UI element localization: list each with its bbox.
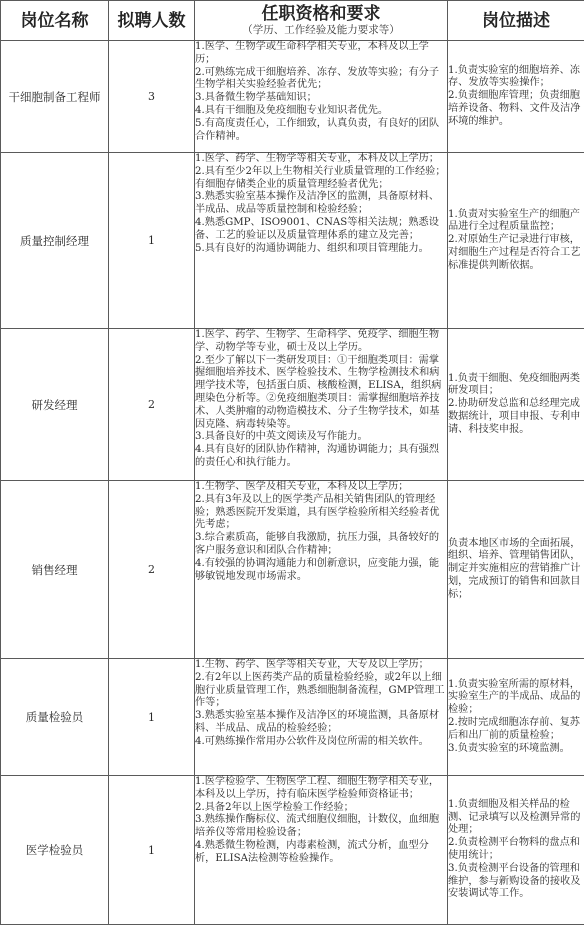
- headcount-cell: 2: [109, 481, 195, 659]
- requirement-item: 1.生物、药学、医学等相关专业，大专及以上学历；: [195, 659, 447, 672]
- requirement-item: 5.有高度责任心，工作细致，认真负责，有良好的团队合作精神。: [195, 118, 447, 144]
- requirement-item: 3.具备微生物学基础知识；: [195, 92, 447, 105]
- requirement-item: 4.具有干细胞及免疫细胞专业知识者优先。: [195, 105, 447, 118]
- requirements-cell: [195, 329, 448, 481]
- description-item: 1.负责干细胞、免疫细胞两类研发项目；: [448, 373, 584, 399]
- requirement-item: 4.有较强的协调沟通能力和创新意识，应变能力强，能够敏锐地发现市场需求。: [195, 558, 447, 584]
- job-title-cell: 干细胞制备工程师: [1, 41, 109, 153]
- headcount-cell: 3: [109, 41, 195, 153]
- requirement-item: 3.熟悉实验室基本操作及洁净区的环境监测，具备原材料、半成品、成品的检验经验；: [195, 710, 447, 736]
- description-cell: [448, 776, 584, 925]
- requirements-cell: [195, 659, 448, 776]
- requirement-item: 2.具备2年以上医学检验工作经验；: [195, 802, 447, 815]
- requirement-item: 4.熟悉微生物检测，内毒素检测，流式分析，血型分析，ELISA法检测等检验操作。: [195, 840, 447, 866]
- description-item: 负责本地区市场的全面拓展，组织、培养、管理销售团队，制定并实施相应的营销推广计划，完成预订的销售和回款目标；: [448, 538, 584, 602]
- requirement-item: 4.熟悉GMP、ISO9001、CNAS等相关法规；熟悉设备、工艺的验证以及质量管理体系的建立及完善；: [195, 217, 447, 243]
- job-title-cell: 医学检验员: [1, 776, 109, 925]
- headcount-cell: 1: [109, 153, 195, 329]
- requirement-item: 3.熟练操作酶标仪、流式细胞仪细胞，计数仪，血细胞培养仪等常用检验设备；: [195, 814, 447, 840]
- job-title-cell: 质量检验员: [1, 659, 109, 776]
- header-requirements-main: 任职资格和要求: [195, 4, 447, 24]
- header-row: [1, 1, 584, 41]
- header-count: 拟聘人数: [109, 1, 195, 41]
- requirement-item: 3.具备良好的中英文阅读及写作能力。: [195, 431, 447, 444]
- headcount-cell: 1: [109, 659, 195, 776]
- requirement-item: 5.具有良好的沟通协调能力、组织和项目管理能力。: [195, 243, 447, 256]
- job-title-cell: 研发经理: [1, 329, 109, 481]
- requirement-item: 1.医学、药学、生物学等相关专业，本科及以上学历；: [195, 153, 447, 166]
- description-cell: [448, 481, 584, 659]
- description-item: 1.负责对实验室生产的细胞产品进行全过程质量监控；: [448, 209, 584, 235]
- description-item: 2.负责细胞库管理；负责细胞培养设备、物料、文件及洁净环境的维护。: [448, 90, 584, 128]
- table-row: [1, 41, 584, 153]
- requirements-cell: [195, 153, 448, 329]
- description-item: 3.负责实验室的环境监测。: [448, 743, 584, 756]
- table-row: [1, 659, 584, 776]
- requirement-item: 1.医学、生物学或生命科学相关专业，本科及以上学历；: [195, 41, 447, 67]
- description-cell: [448, 153, 584, 329]
- requirement-item: 4.具有良好的团队协作精神，沟通协调能力；具有强烈的责任心和执行能力。: [195, 444, 447, 470]
- description-cell: [448, 329, 584, 481]
- requirement-item: 4.可熟练操作常用办公软件及岗位所需的相关软件。: [195, 736, 447, 749]
- description-item: 2.协助研发总监和总经理完成数据统计，项目申报、专利申请、科技奖申报。: [448, 398, 584, 436]
- requirements-cell: [195, 776, 448, 925]
- requirement-item: 3.综合素质高，能够自我激励，抗压力强，具备较好的客户服务意识和团队合作精神；: [195, 532, 447, 558]
- requirement-item: 3.熟悉实验室基本操作及洁净区的监测，具备原材料、半成品、成品等质量控制和检验经验；: [195, 191, 447, 217]
- description-item: 1.负责实验室的细胞培养、冻存、发放等实验操作；: [448, 65, 584, 91]
- job-title-cell: 销售经理: [1, 481, 109, 659]
- description-item: 2.对原始生产记录进行审核，对细胞生产过程是否符合工艺标准提供判断依据。: [448, 234, 584, 272]
- requirement-item: 2.可熟练完成干细胞培养、冻存、发放等实验；有分子生物学相关实验经验者优先；: [195, 67, 447, 93]
- requirement-item: 2.至少了解以下一类研发项目：①干细胞类项目：需掌握细胞培养技术、医学检验技术、生物学检测技术和病理学技术等，包括蛋白质、核酸检测，ELISA，组织病理染色分析等。②免疫细胞类项目：需掌握细胞培养技术、人类肿瘤的动物造模技术、分子生物学技术，如基因克隆、病毒转染等。: [195, 355, 447, 432]
- table-row: [1, 776, 584, 925]
- headcount-cell: 2: [109, 329, 195, 481]
- headcount-cell: 1: [109, 776, 195, 925]
- description-cell: [448, 659, 584, 776]
- requirement-item: 1.医学检验学、生物医学工程、细胞生物学相关专业，本科及以上学历，持有临床医学检验师资格证书；: [195, 776, 447, 802]
- table-row: [1, 481, 584, 659]
- header-requirements: [195, 1, 448, 41]
- table-row: [1, 329, 584, 481]
- description-item: 1.负责细胞及相关样品的检测、记录填写以及检测异常的处理；: [448, 799, 584, 837]
- requirement-item: 1.医学、药学、生物学、生命科学、免疫学、细胞生物学、动物学等专业，硕士及以上学历。: [195, 329, 447, 355]
- requirements-cell: [195, 481, 448, 659]
- header-description: 岗位描述: [448, 1, 584, 41]
- header-requirements-sub: （学历、工作经验及能力要求等）: [195, 24, 447, 37]
- requirement-item: 2.具有3年及以上的医学类产品相关销售团队的管理经验；熟悉医院开发渠道，具有医学检验所相关经验者优先考虑；: [195, 494, 447, 532]
- requirement-item: 2.有2年以上医药类产品的质量检验经验，或2年以上细胞行业质量管理工作，熟悉细胞制备流程，GMP管理工作等；: [195, 672, 447, 710]
- job-title-cell: 质量控制经理: [1, 153, 109, 329]
- requirements-cell: [195, 41, 448, 153]
- description-item: 3.负责检测平台设备的管理和维护，参与新购设备的接收及安装调试等工作。: [448, 863, 584, 901]
- requirement-item: 1.生物学、医学及相关专业，本科及以上学历；: [195, 481, 447, 494]
- table-row: [1, 153, 584, 329]
- description-item: 2.负责检测平台物料的盘点和使用统计；: [448, 837, 584, 863]
- description-item: 1.负责实验室所需的原材料，实验室生产的半成品、成品的检验；: [448, 679, 584, 717]
- description-item: 2.按时完成细胞冻存前、复苏后和出厂前的质量检验；: [448, 717, 584, 743]
- requirement-item: 2.具有至少2年以上生物相关行业质量管理的工作经验；有细胞存储类企业的质量管理经验者优先；: [195, 166, 447, 192]
- header-title: 岗位名称: [1, 1, 109, 41]
- description-cell: [448, 41, 584, 153]
